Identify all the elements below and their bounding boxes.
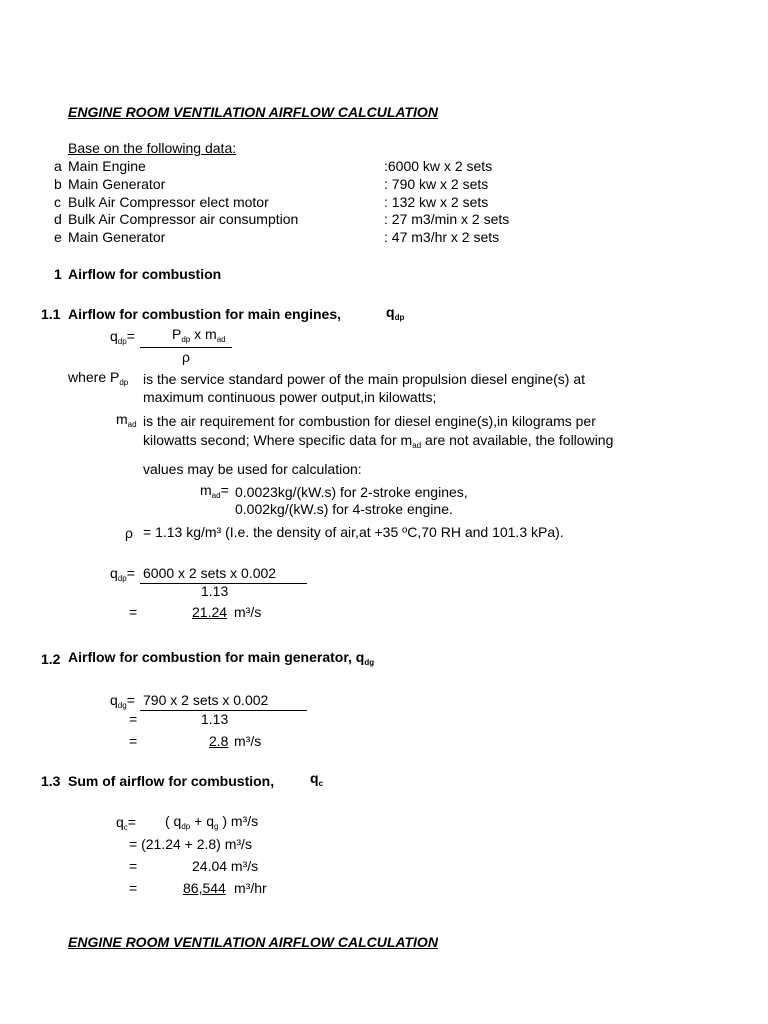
- result-unit: m³/s: [234, 733, 262, 749]
- sum-dp-sub: dp: [181, 822, 191, 831]
- result-equals: =: [129, 604, 138, 620]
- subsection-number: 1.3: [41, 773, 61, 789]
- item-letter: b: [54, 176, 62, 192]
- section-title: Airflow for combustion: [68, 266, 222, 282]
- subsection-title: Sum of airflow for combustion,: [68, 773, 275, 789]
- sum-lhs: [116, 815, 136, 832]
- item-letter: e: [54, 229, 62, 245]
- calc-equals: =: [126, 692, 135, 708]
- denominator-equals: =: [129, 711, 138, 727]
- sum-line-4-unit: m³/hr: [234, 880, 267, 896]
- mad-line-2: [143, 433, 613, 450]
- sum-equals: =: [127, 814, 136, 830]
- q-symbol: [386, 305, 404, 322]
- fraction-bar: [140, 347, 232, 348]
- rho-definition: = 1.13 kg/m³ (I.e. the density of air,at +35 ºC,70 RH and 101.3 kPa).: [143, 524, 564, 540]
- num-p-sub: dp: [181, 335, 191, 344]
- mad-line-2a: kilowatts second; Where specific data for m: [143, 432, 413, 448]
- subsection-number: 1.2: [41, 651, 61, 667]
- sum-line-3-value: 24.04 m³/s: [192, 858, 259, 874]
- sum-line-4-equals: =: [129, 880, 138, 896]
- item-value: : 27 m3/min x 2 sets: [384, 211, 510, 227]
- result-value: 2.8: [209, 733, 229, 749]
- sum-line-2: = (21.24 + 2.8) m³/s: [129, 836, 252, 852]
- rho-symbol: ρ: [125, 525, 133, 541]
- formula-denominator: ρ: [182, 349, 190, 365]
- num-p: P: [172, 326, 182, 342]
- calc-numerator: 790 x 2 sets x 0.002: [143, 692, 269, 708]
- where-line-2: maximum continuous power output,in kilowatts;: [143, 389, 437, 405]
- mad-line-1: is the air requirement for combustion for diesel engine(s),in kilograms per: [143, 413, 596, 429]
- q-letter: q: [310, 770, 319, 786]
- calc-lhs: [110, 566, 135, 583]
- lhs-letter: q: [110, 328, 118, 344]
- item-value: : 47 m3/hr x 2 sets: [384, 229, 500, 245]
- mad-eq-equals: =: [220, 482, 229, 498]
- sum-letter: q: [116, 814, 124, 830]
- mad-subscript: ad: [127, 420, 137, 429]
- item-letter: a: [54, 158, 62, 174]
- subsection-number: 1.1: [41, 306, 61, 322]
- title-subscript: dg: [364, 658, 375, 667]
- q-letter: q: [386, 304, 395, 320]
- item-letter: d: [54, 211, 62, 227]
- mad-eq-letter: m: [200, 482, 212, 498]
- sum-plus: + q: [190, 813, 214, 829]
- calc-subscript: dp: [117, 574, 127, 583]
- calc-equals: =: [126, 565, 135, 581]
- mad-label: [116, 412, 137, 429]
- q-subscript: c: [318, 779, 324, 788]
- mad-value-1: 0.0023kg/(kW.s) for 2-stroke engines,: [235, 484, 468, 500]
- section-number: 1: [54, 266, 62, 282]
- where-line-1: is the service standard power of the main propulsion diesel engine(s) at: [143, 371, 586, 387]
- item-label: Main Engine: [68, 158, 146, 174]
- item-label: Bulk Air Compressor air consumption: [68, 211, 299, 227]
- sum-open: ( q: [165, 813, 182, 829]
- formula-lhs: [110, 329, 135, 346]
- where-subscript: dp: [119, 378, 129, 387]
- q-symbol: [310, 771, 323, 788]
- item-value: : 132 kw x 2 sets: [384, 194, 489, 210]
- sum-close: ) m³/s: [218, 813, 259, 829]
- base-heading: Base on the following data:: [68, 140, 237, 156]
- calc-letter: q: [110, 692, 118, 708]
- mad-line-2b: are not available, the following: [421, 432, 614, 448]
- mad-letter: m: [116, 411, 128, 427]
- result-equals: =: [129, 733, 138, 749]
- sum-line-4-value: 86,544: [183, 880, 226, 896]
- item-value: : 790 kw x 2 sets: [384, 176, 489, 192]
- sum-line-3-equals: =: [129, 858, 138, 874]
- calc-letter: q: [110, 565, 118, 581]
- subsection-title: Airflow for combustion for main engines,: [68, 306, 342, 322]
- item-label: Main Generator: [68, 176, 166, 192]
- formula-numerator: [172, 327, 226, 344]
- mad-eq-subscript: ad: [211, 491, 221, 500]
- subsection-title: [68, 650, 374, 667]
- num-m-sub: ad: [216, 335, 226, 344]
- item-label: Main Generator: [68, 229, 166, 245]
- calc-subscript: dg: [117, 701, 127, 710]
- result-unit: m³/s: [234, 604, 262, 620]
- sum-expression: [165, 814, 258, 831]
- item-label: Bulk Air Compressor elect motor: [68, 194, 269, 210]
- q-subscript: dp: [394, 313, 405, 322]
- mad-equation-lhs: [200, 483, 229, 500]
- calc-lhs: [110, 693, 135, 710]
- item-letter: c: [54, 194, 61, 210]
- mad-line-3: values may be used for calculation:: [143, 461, 362, 477]
- mad-value-2: 0.002kg/(kW.s) for 4-stroke engine.: [235, 501, 453, 517]
- where-text: where P: [68, 369, 120, 385]
- where-label: [68, 370, 128, 387]
- title-text: Airflow for combustion for main generator, q: [68, 649, 365, 665]
- calc-denominator: 1.13: [201, 583, 229, 599]
- item-value: :6000 kw x 2 sets: [384, 158, 493, 174]
- calc-numerator: 6000 x 2 sets x 0.002: [143, 565, 277, 581]
- num-x: x m: [190, 326, 217, 342]
- lhs-subscript: dp: [117, 337, 127, 346]
- sum-subscript: c: [123, 823, 128, 832]
- footer-title: ENGINE ROOM VENTILATION AIRFLOW CALCULATION: [68, 934, 438, 950]
- mad-line-2-subscript: ad: [412, 441, 422, 450]
- lhs-equals: =: [126, 328, 135, 344]
- page-title: ENGINE ROOM VENTILATION AIRFLOW CALCULATION: [68, 104, 438, 120]
- sum-g-sub: g: [214, 822, 219, 831]
- result-value: 21.24: [192, 604, 228, 620]
- calc-denominator: 1.13: [201, 711, 229, 727]
